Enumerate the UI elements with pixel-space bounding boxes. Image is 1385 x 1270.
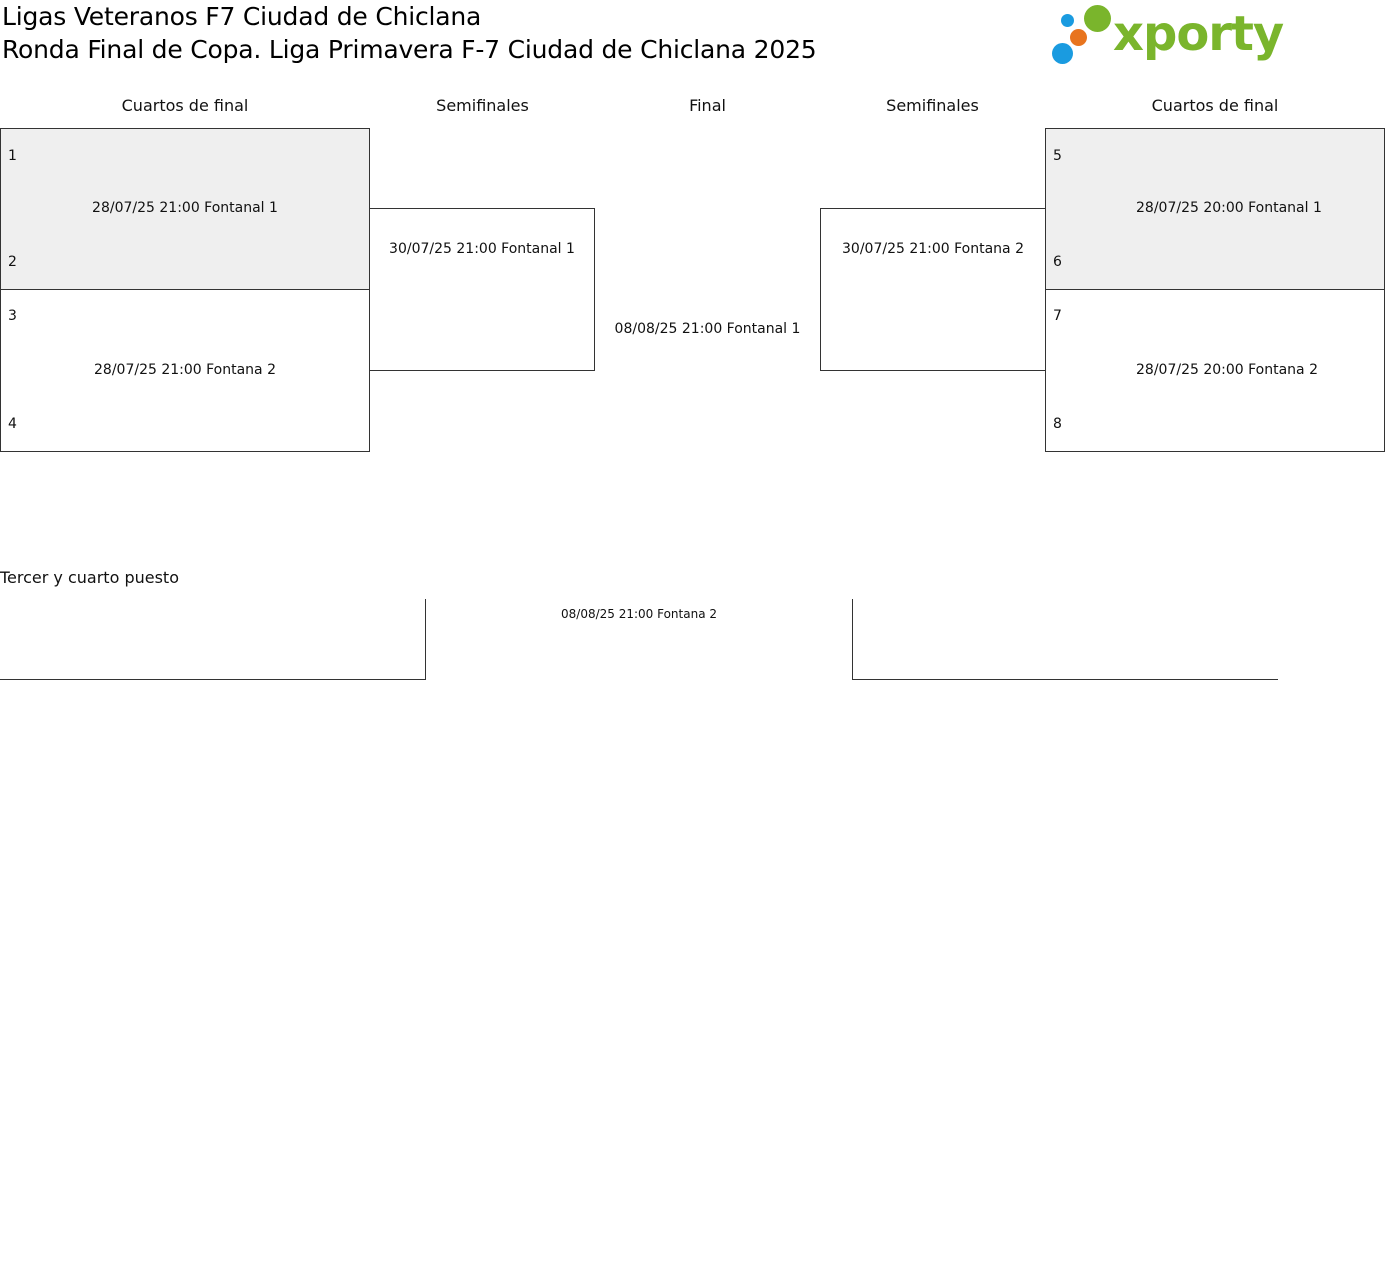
team-slot: 4 [8, 416, 17, 432]
right-quarterfinal-2[interactable] [1045, 289, 1385, 452]
match-info: 28/07/25 21:00 Fontanal 1 [92, 200, 278, 216]
third-place-slot-right [852, 599, 1278, 680]
left-quarterfinal-1[interactable] [0, 128, 370, 290]
team-slot: 2 [8, 254, 17, 270]
team-slot: 1 [8, 148, 17, 164]
match-info: 30/07/25 21:00 Fontanal 1 [389, 241, 575, 257]
column-heading-final: Final [689, 96, 726, 115]
match-info: 28/07/25 21:00 Fontana 2 [94, 362, 276, 378]
logo-dot-blue-small-icon [1061, 14, 1074, 27]
team-slot: 7 [1053, 308, 1062, 324]
team-slot: 8 [1053, 416, 1062, 432]
xporty-logo [1050, 4, 1284, 68]
right-semifinal[interactable] [820, 208, 1046, 371]
third-place-slot-left [0, 599, 426, 680]
column-heading-left-semis: Semifinales [436, 96, 529, 115]
match-info: 30/07/25 21:00 Fontana 2 [842, 241, 1024, 257]
final-match-info[interactable]: 08/08/25 21:00 Fontanal 1 [614, 321, 801, 337]
column-heading-right-quarters: Cuartos de final [1151, 96, 1279, 115]
third-place-heading: Tercer y cuarto puesto [0, 568, 179, 587]
logo-dot-green-icon [1084, 5, 1111, 32]
team-slot: 5 [1053, 148, 1062, 164]
left-quarterfinal-2[interactable] [0, 289, 370, 452]
team-slot: 3 [8, 308, 17, 324]
match-info: 28/07/25 20:00 Fontana 2 [1136, 362, 1318, 378]
left-semifinal[interactable] [369, 208, 595, 371]
team-slot: 6 [1053, 254, 1062, 270]
logo-wordmark: xporty [1113, 6, 1284, 62]
logo-dot-orange-icon [1070, 29, 1087, 46]
page-subtitle: Ronda Final de Copa. Liga Primavera F-7 Ciudad de Chiclana 2025 [2, 35, 817, 64]
match-info: 28/07/25 20:00 Fontanal 1 [1136, 200, 1322, 216]
page-title: Ligas Veteranos F7 Ciudad de Chiclana [2, 2, 482, 31]
third-place-match-info[interactable]: 08/08/25 21:00 Fontana 2 [561, 607, 717, 621]
column-heading-left-quarters: Cuartos de final [121, 96, 249, 115]
right-quarterfinal-1[interactable] [1045, 128, 1385, 290]
logo-dot-blue-large-icon [1052, 43, 1073, 64]
column-heading-right-semis: Semifinales [886, 96, 979, 115]
